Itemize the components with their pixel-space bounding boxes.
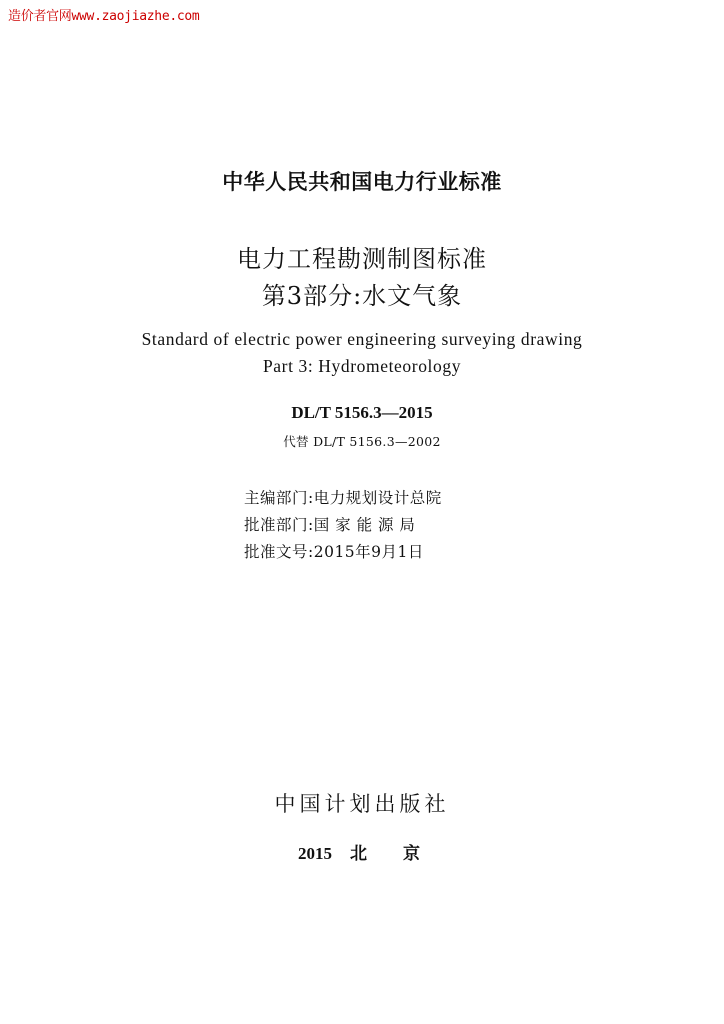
publication-city-part2: 京 xyxy=(403,844,420,863)
document-subtitle-en: Part 3: Hydrometeorology xyxy=(262,356,462,376)
replaces-standard: 代替 DL/T 5156.3—2002 xyxy=(283,434,441,449)
approval-date-line: 批准文号:2015年9月1日 xyxy=(244,543,424,561)
publication-place xyxy=(298,839,420,864)
watermark-link[interactable]: 造价者官网www.zaojiazhe.com xyxy=(8,9,200,24)
document-subtitle-cn: 第3部分:水文气象 xyxy=(261,282,463,310)
publisher-name: 中国计划出版社 xyxy=(274,792,450,816)
issuing-body-heading: 中华人民共和国电力行业标准 xyxy=(222,170,502,194)
approver-line: 批准部门:国 家 能 源 局 xyxy=(244,516,416,534)
document-title-cn: 电力工程勘测制图标准 xyxy=(237,245,487,273)
standard-code: DL/T 5156.3—2015 xyxy=(291,403,433,422)
publication-city-part1: 北 xyxy=(350,844,367,863)
chief-editor-line: 主编部门:电力规划设计总院 xyxy=(244,489,442,507)
document-title-en: Standard of electric power engineering surveying drawing xyxy=(141,329,583,349)
publication-year: 2015 xyxy=(298,844,332,863)
